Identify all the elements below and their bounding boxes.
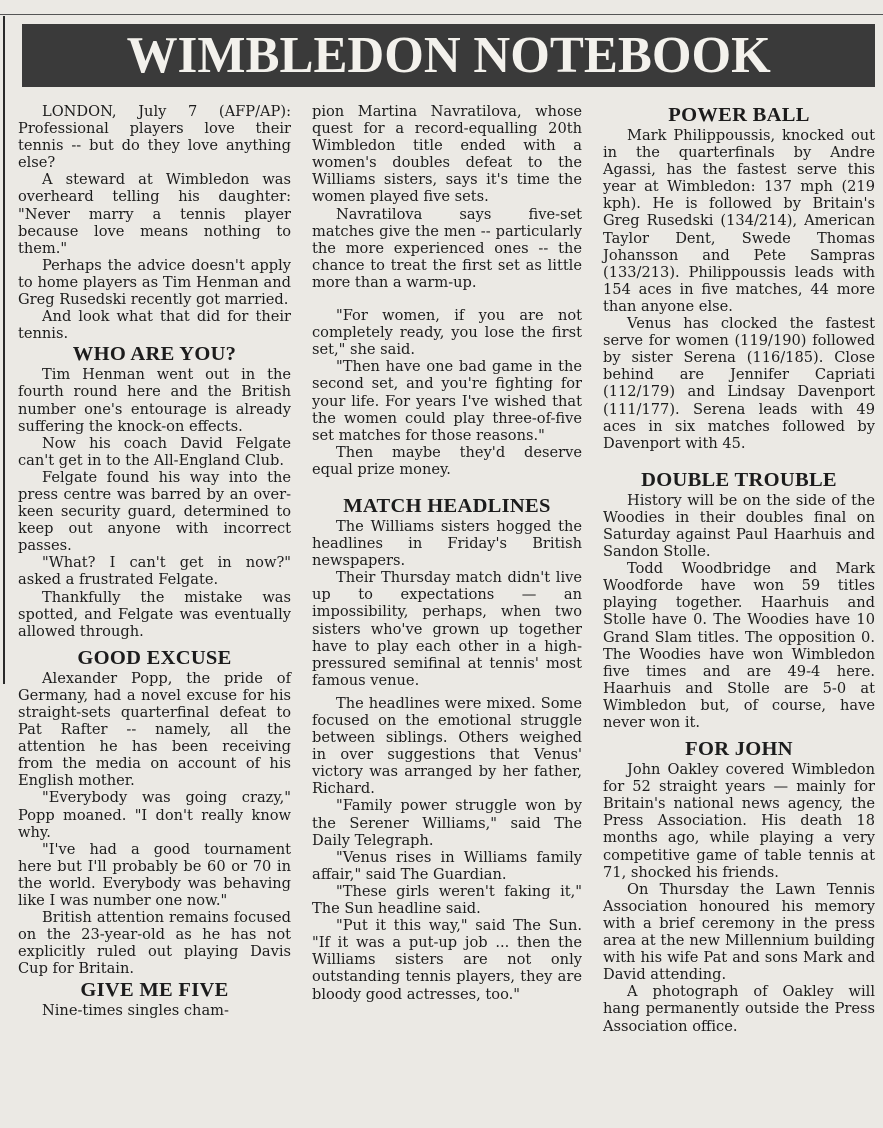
masthead-title: WIMBLEDON NOTEBOOK bbox=[126, 26, 771, 84]
article-paragraph: Perhaps the advice doesn't apply to home players as Tim Henman and Greg Rusedski recently got married. bbox=[18, 256, 291, 309]
article-paragraph: The Williams sisters hogged the headlines in Friday's British newspapers. bbox=[312, 517, 582, 570]
article-paragraph: And look what that did for their tennis. bbox=[18, 308, 291, 343]
article-paragraph: Tim Henman went out in the fourth round here and the British number one's entourage is already suffering the knock-on effects. bbox=[18, 366, 291, 435]
article-paragraph: Nine-times singles cham- bbox=[42, 1001, 229, 1019]
column-3 bbox=[603, 103, 875, 1035]
article-paragraph: Then maybe they'd deserve equal prize money. bbox=[312, 443, 582, 478]
article-paragraph: "What? I can't get in now?" asked a frustrated Felgate. bbox=[18, 554, 291, 589]
article-paragraph: pion Martina Navratilova, whose quest for a record-equalling 20th Wimbledon title ended with a women's doubles defeat to the Williams sisters, says it's time the women played five sets. bbox=[312, 103, 582, 206]
article-paragraph: History will be on the side of the Woodies in their doubles final on Saturday against Paul Haarhuis and Sandon Stolle. bbox=[603, 491, 875, 561]
article-paragraph: "Family power struggle won by the Serener Williams," said The Daily Telegraph. bbox=[312, 797, 582, 849]
article-paragraph: "For women, if you are not completely ready, you lose the first set," she said. bbox=[312, 307, 582, 359]
section-heading-match-headlines: MATCH HEADLINES bbox=[343, 494, 551, 517]
article-paragraph: Thankfully the mistake was spotted, and Felgate was eventually allowed through. bbox=[18, 588, 291, 640]
article-paragraph: "Then have one bad game in the second set, and you're fighting for your life. For years I've wished that the women could play three-of-five set matches for those reasons." bbox=[312, 358, 582, 444]
article-paragraph: "These girls weren't faking it," The Sun headline said. bbox=[312, 882, 582, 918]
article-paragraph: The headlines were mixed. Some focused on the emotional struggle between siblings. Others weighed in over suggestions that Venus' victory was arranged by her father, Richard. bbox=[312, 694, 582, 798]
article-paragraph: "Everybody was going crazy," Popp moaned. "I don't really know why. bbox=[18, 789, 291, 841]
article-paragraph: "Venus rises in Williams family affair," said The Guardian. bbox=[312, 848, 582, 883]
section-heading-who-are-you: WHO ARE YOU? bbox=[72, 343, 237, 366]
page-left-rule bbox=[3, 16, 5, 684]
article-paragraph: Alexander Popp, the pride of Germany, had a novel excuse for his straight-sets quarterfinal defeat to Pat Rafter -- namely, all the attention he has been receiving from the media on account of his English mother. bbox=[18, 669, 291, 790]
section-heading-give-me-five: GIVE ME FIVE bbox=[80, 978, 229, 1001]
article-paragraph: A steward at Wimbledon was overheard telling his daughter: "Never marry a tennis player because love means nothing to them." bbox=[18, 171, 291, 257]
article-paragraph: Felgate found his way into the press centre was barred by an over-keen security guard, determined to keep out anyone with incorrect passes. bbox=[18, 468, 291, 555]
article-paragraph: Todd Woodbridge and Mark Woodforde have won 59 titles playing together. Haarhuis and Stolle have 0. The Woodies have 10 Grand Slam titles. The opposition 0. The Woodies have won Wimbledon five times and are 49-4 here. Haarhuis and Stolle are 5-0 at Wimbledon but, of course, have never won it. bbox=[603, 560, 875, 731]
section-heading-double-trouble: DOUBLE TROUBLE bbox=[641, 468, 837, 491]
column-1 bbox=[18, 103, 291, 1019]
article-paragraph: A photograph of Oakley will hang permanently outside the Press Association office. bbox=[603, 983, 875, 1035]
article-paragraph: "Put it this way," said The Sun. "If it was a put-up job ... then the Williams sisters are not only outstanding tennis players, they are bloody good actresses, too." bbox=[312, 917, 582, 1003]
masthead-banner bbox=[22, 24, 875, 87]
article-paragraph: Venus has clocked the fastest serve for women (119/190) followed by sister Serena (116/185). Close behind are Jennifer Capriati (112/179) and Lindsay Davenport (111/177). Serena leads with 49 aces in six matches followed by Davenport with 45. bbox=[603, 315, 875, 452]
article-paragraph: On Thursday the Lawn Tennis Association honoured his memory with a brief ceremony in the press area at the new Millennium building with his wife Pat and sons Mark and David attending. bbox=[603, 880, 875, 984]
article-paragraph: Their Thursday match didn't live up to expectations — an impossibility, perhaps, when two sisters who've grown up together have to play each other in a high-pressured semifinal at tennis' most famous venue. bbox=[312, 569, 582, 689]
article-paragraph: Mark Philippoussis, knocked out in the quarterfinals by Andre Agassi, has the fastest serve this year at Wimbledon: 137 mph (219 kph). He is followed by Britain's Greg Rusedski (134/214), American Taylor Dent, Swede Thomas Johansson and Pete Sampras (133/213). Philippoussis leads with 154 aces in five matches, 44 more than anyone else. bbox=[603, 127, 875, 315]
article-paragraph: British attention remains focused on the 23-year-old as he has not explicitly ruled out playing Davis Cup for Britain. bbox=[18, 909, 291, 978]
article-paragraph: LONDON, July 7 (AFP/AP): Professional players love their tennis -- but do they love anything else? bbox=[18, 103, 291, 172]
section-heading-for-john: FOR JOHN bbox=[685, 738, 793, 761]
section-heading-power-ball: POWER BALL bbox=[668, 104, 810, 126]
article-paragraph: Now his coach David Felgate can't get in to the All-England Club. bbox=[18, 434, 291, 469]
section-heading-good-excuse: GOOD EXCUSE bbox=[77, 646, 232, 669]
article-paragraph: "I've had a good tournament here but I'll probably be 60 or 70 in the world. Everybody was behaving like I was number one now." bbox=[18, 840, 291, 910]
article-paragraph: John Oakley covered Wimbledon for 52 straight years — mainly for Britain's national news agency, the Press Association. His death 18 months ago, while playing a very competitive game of table tennis at 71, shocked his friends. bbox=[603, 761, 875, 881]
article-paragraph: Navratilova says five-set matches give the men -- particularly the more experienced ones -- the chance to treat the first set as little more than a warm-up. bbox=[312, 205, 582, 291]
column-2 bbox=[312, 103, 582, 1003]
page-top-rule bbox=[0, 14, 883, 15]
